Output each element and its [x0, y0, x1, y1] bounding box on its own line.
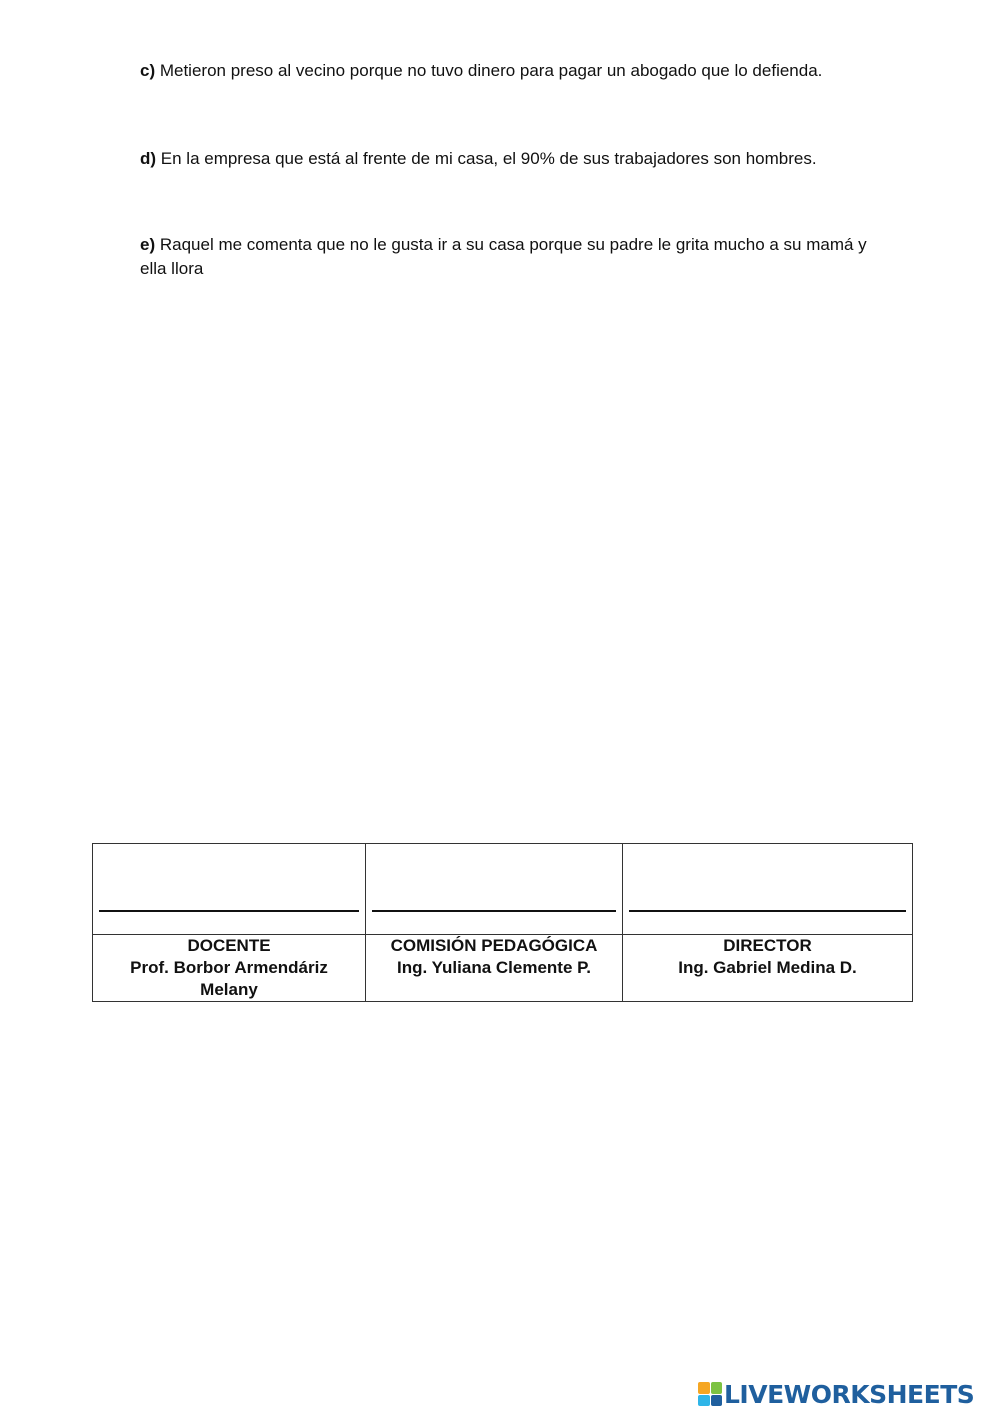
signature-cell-director [623, 844, 913, 935]
signer-name: Prof. Borbor Armendáriz Melany [130, 958, 328, 999]
signature-line [372, 910, 616, 912]
question-letter: d) [140, 149, 157, 168]
signer-name: Ing. Yuliana Clemente P. [397, 958, 591, 977]
liveworksheets-logo-icon [698, 1382, 722, 1406]
logo-square-2 [711, 1382, 723, 1394]
signer-comision [366, 935, 623, 1002]
logo-square-3 [698, 1395, 710, 1407]
question-text: En la empresa que está al frente de mi casa, el 90% de sus trabajadores son hombres. [156, 149, 817, 168]
signature-line [99, 910, 359, 912]
logo-square-4 [711, 1395, 723, 1407]
question-text: Metieron preso al vecino porque no tuvo dinero para pagar un abogado que lo defienda. [155, 61, 823, 80]
liveworksheets-logo [698, 1377, 996, 1411]
signer-docente [93, 935, 366, 1002]
signer-director [623, 935, 913, 1002]
signature-cell-docente [93, 844, 366, 935]
signer-role: COMISIÓN PEDAGÓGICA [390, 936, 598, 955]
question-letter: e) [140, 235, 156, 254]
signer-name: Ing. Gabriel Medina D. [678, 958, 857, 977]
question-c [140, 59, 880, 83]
question-e [140, 233, 880, 281]
signature-name-row [93, 935, 913, 1002]
logo-square-1 [698, 1382, 710, 1394]
signature-line [629, 910, 906, 912]
signature-line-row [93, 844, 913, 935]
question-text: Raquel me comenta que no le gusta ir a su casa porque su padre le grita mucho a su mamá y ella llora [140, 235, 867, 278]
signature-table [92, 843, 913, 1002]
liveworksheets-logo-text: LIVEWORKSHEETS [724, 1379, 975, 1409]
question-d [140, 147, 880, 171]
signature-cell-comision [366, 844, 623, 935]
question-letter: c) [140, 61, 156, 80]
signer-role: DIRECTOR [723, 936, 812, 955]
signer-role: DOCENTE [187, 936, 271, 955]
